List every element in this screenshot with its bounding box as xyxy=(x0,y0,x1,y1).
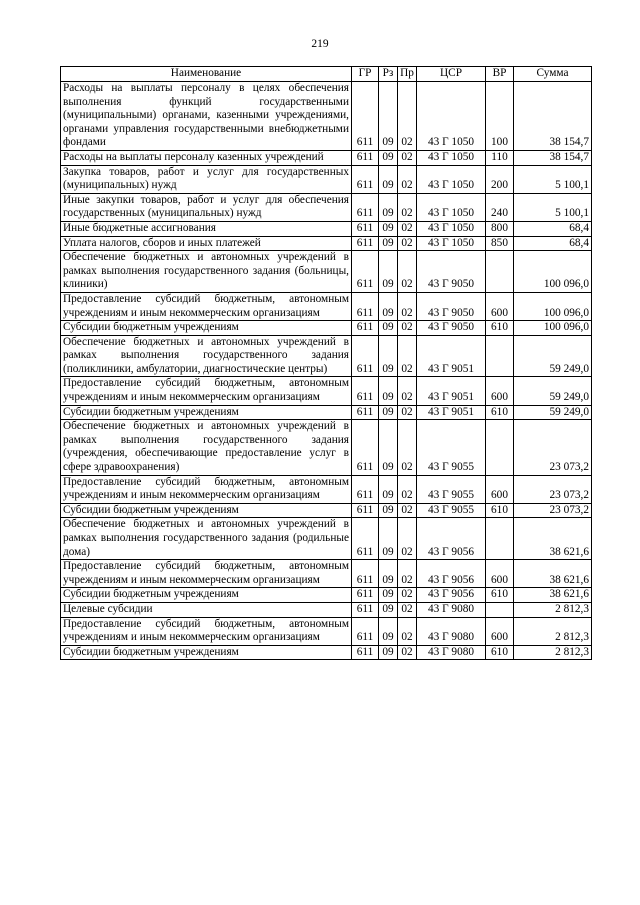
row-name: Иные бюджетные ассигнования xyxy=(61,221,352,236)
row-vr: 100 xyxy=(486,82,514,151)
row-csr: 43 Г 9080 xyxy=(417,645,486,660)
row-pr: 02 xyxy=(398,617,417,645)
row-gr: 611 xyxy=(352,588,379,603)
row-name: Предоставление субсидий бюджетным, автономным учреждениям и иным некоммерческим организациям xyxy=(61,560,352,588)
table-row xyxy=(61,617,592,645)
row-vr xyxy=(486,518,514,560)
table-row xyxy=(61,645,592,660)
row-vr: 110 xyxy=(486,150,514,165)
column-header-name: Наименование xyxy=(61,67,352,82)
row-sum: 100 096,0 xyxy=(514,292,592,320)
row-name: Расходы на выплаты персоналу казенных учреждений xyxy=(61,150,352,165)
row-vr: 600 xyxy=(486,560,514,588)
row-gr: 611 xyxy=(352,221,379,236)
row-name: Закупка товаров, работ и услуг для государственных (муниципальных) нужд xyxy=(61,165,352,193)
row-sum: 68,4 xyxy=(514,236,592,251)
row-sum: 23 073,2 xyxy=(514,420,592,475)
row-pr: 02 xyxy=(398,475,417,503)
row-pr: 02 xyxy=(398,420,417,475)
row-csr: 43 Г 1050 xyxy=(417,150,486,165)
row-rz: 09 xyxy=(379,335,398,377)
table-row xyxy=(61,503,592,518)
row-sum: 59 249,0 xyxy=(514,377,592,405)
row-sum: 38 154,7 xyxy=(514,82,592,151)
row-rz: 09 xyxy=(379,602,398,617)
row-gr: 611 xyxy=(352,420,379,475)
row-sum: 100 096,0 xyxy=(514,251,592,293)
row-gr: 611 xyxy=(352,377,379,405)
row-pr: 02 xyxy=(398,503,417,518)
row-rz: 09 xyxy=(379,503,398,518)
row-pr: 02 xyxy=(398,193,417,221)
table-row xyxy=(61,292,592,320)
row-vr: 850 xyxy=(486,236,514,251)
row-sum: 59 249,0 xyxy=(514,335,592,377)
column-header-rz: Рз xyxy=(379,67,398,82)
row-rz: 09 xyxy=(379,193,398,221)
row-sum: 2 812,3 xyxy=(514,602,592,617)
row-sum: 38 621,6 xyxy=(514,588,592,603)
row-csr: 43 Г 9055 xyxy=(417,503,486,518)
row-rz: 09 xyxy=(379,420,398,475)
row-sum: 5 100,1 xyxy=(514,193,592,221)
row-gr: 611 xyxy=(352,560,379,588)
row-csr: 43 Г 1050 xyxy=(417,236,486,251)
row-vr: 240 xyxy=(486,193,514,221)
row-gr: 611 xyxy=(352,292,379,320)
row-name: Предоставление субсидий бюджетным, автономным учреждениям и иным некоммерческим организациям xyxy=(61,617,352,645)
row-sum: 38 621,6 xyxy=(514,518,592,560)
row-pr: 02 xyxy=(398,335,417,377)
row-rz: 09 xyxy=(379,617,398,645)
row-csr: 43 Г 1050 xyxy=(417,221,486,236)
table-row xyxy=(61,405,592,420)
row-pr: 02 xyxy=(398,321,417,336)
row-gr: 611 xyxy=(352,405,379,420)
row-vr: 610 xyxy=(486,588,514,603)
row-gr: 611 xyxy=(352,150,379,165)
row-vr: 600 xyxy=(486,475,514,503)
row-name: Обеспечение бюджетных и автономных учреждений в рамках выполнения государственного задания (родильные дома) xyxy=(61,518,352,560)
row-vr: 610 xyxy=(486,503,514,518)
table-row xyxy=(61,518,592,560)
table-row xyxy=(61,221,592,236)
row-rz: 09 xyxy=(379,292,398,320)
row-csr: 43 Г 9050 xyxy=(417,292,486,320)
row-csr: 43 Г 9056 xyxy=(417,588,486,603)
row-rz: 09 xyxy=(379,251,398,293)
row-pr: 02 xyxy=(398,560,417,588)
row-vr xyxy=(486,335,514,377)
row-name: Обеспечение бюджетных и автономных учреждений в рамках выполнения государственного задания (учреждения, обеспечивающие предоставление услуг в сфере здравоохранения) xyxy=(61,420,352,475)
row-name: Обеспечение бюджетных и автономных учреждений в рамках выполнения государственного задания (поликлиники, амбулатории, диагностические центры) xyxy=(61,335,352,377)
row-csr: 43 Г 9055 xyxy=(417,475,486,503)
row-sum: 2 812,3 xyxy=(514,617,592,645)
row-rz: 09 xyxy=(379,165,398,193)
row-gr: 611 xyxy=(352,602,379,617)
row-vr xyxy=(486,251,514,293)
table-row xyxy=(61,193,592,221)
row-pr: 02 xyxy=(398,165,417,193)
row-rz: 09 xyxy=(379,377,398,405)
row-pr: 02 xyxy=(398,645,417,660)
column-header-vr: ВР xyxy=(486,67,514,82)
row-sum: 23 073,2 xyxy=(514,475,592,503)
row-rz: 09 xyxy=(379,236,398,251)
row-sum: 5 100,1 xyxy=(514,165,592,193)
column-header-gr: ГР xyxy=(352,67,379,82)
row-gr: 611 xyxy=(352,475,379,503)
row-gr: 611 xyxy=(352,645,379,660)
row-csr: 43 Г 9080 xyxy=(417,617,486,645)
row-name: Целевые субсидии xyxy=(61,602,352,617)
row-rz: 09 xyxy=(379,405,398,420)
table-header xyxy=(61,67,592,82)
row-rz: 09 xyxy=(379,475,398,503)
row-gr: 611 xyxy=(352,321,379,336)
column-header-sum: Сумма xyxy=(514,67,592,82)
row-sum: 68,4 xyxy=(514,221,592,236)
table-row xyxy=(61,82,592,151)
row-vr: 600 xyxy=(486,617,514,645)
budget-table xyxy=(60,66,592,660)
row-rz: 09 xyxy=(379,518,398,560)
table-row xyxy=(61,335,592,377)
row-rz: 09 xyxy=(379,560,398,588)
table-row xyxy=(61,165,592,193)
row-gr: 611 xyxy=(352,503,379,518)
row-csr: 43 Г 9051 xyxy=(417,405,486,420)
row-vr: 600 xyxy=(486,377,514,405)
row-sum: 38 621,6 xyxy=(514,560,592,588)
row-gr: 611 xyxy=(352,617,379,645)
table-row xyxy=(61,475,592,503)
row-name: Предоставление субсидий бюджетным, автономным учреждениям и иным некоммерческим организациям xyxy=(61,292,352,320)
table-row xyxy=(61,321,592,336)
row-sum: 2 812,3 xyxy=(514,645,592,660)
row-rz: 09 xyxy=(379,321,398,336)
column-header-pr: Пр xyxy=(398,67,417,82)
row-gr: 611 xyxy=(352,236,379,251)
table-row xyxy=(61,602,592,617)
row-vr xyxy=(486,602,514,617)
row-vr: 610 xyxy=(486,321,514,336)
row-sum: 59 249,0 xyxy=(514,405,592,420)
row-csr: 43 Г 1050 xyxy=(417,82,486,151)
row-pr: 02 xyxy=(398,221,417,236)
row-gr: 611 xyxy=(352,193,379,221)
row-gr: 611 xyxy=(352,335,379,377)
row-gr: 611 xyxy=(352,251,379,293)
table-row xyxy=(61,420,592,475)
row-sum: 38 154,7 xyxy=(514,150,592,165)
row-pr: 02 xyxy=(398,292,417,320)
row-vr xyxy=(486,420,514,475)
row-gr: 611 xyxy=(352,518,379,560)
row-vr: 200 xyxy=(486,165,514,193)
row-name: Субсидии бюджетным учреждениям xyxy=(61,503,352,518)
table-row xyxy=(61,588,592,603)
row-csr: 43 Г 9051 xyxy=(417,335,486,377)
table-row xyxy=(61,150,592,165)
row-csr: 43 Г 9050 xyxy=(417,251,486,293)
row-name: Уплата налогов, сборов и иных платежей xyxy=(61,236,352,251)
table-body xyxy=(61,82,592,660)
row-csr: 43 Г 9050 xyxy=(417,321,486,336)
row-pr: 02 xyxy=(398,405,417,420)
row-vr: 610 xyxy=(486,645,514,660)
row-csr: 43 Г 9056 xyxy=(417,518,486,560)
row-pr: 02 xyxy=(398,251,417,293)
table-row xyxy=(61,236,592,251)
row-name: Субсидии бюджетным учреждениям xyxy=(61,405,352,420)
row-name: Субсидии бюджетным учреждениям xyxy=(61,588,352,603)
row-gr: 611 xyxy=(352,165,379,193)
row-rz: 09 xyxy=(379,221,398,236)
row-csr: 43 Г 9051 xyxy=(417,377,486,405)
row-rz: 09 xyxy=(379,150,398,165)
row-csr: 43 Г 9080 xyxy=(417,602,486,617)
row-name: Субсидии бюджетным учреждениям xyxy=(61,321,352,336)
row-sum: 100 096,0 xyxy=(514,321,592,336)
table-row xyxy=(61,377,592,405)
row-name: Субсидии бюджетным учреждениям xyxy=(61,645,352,660)
row-pr: 02 xyxy=(398,150,417,165)
row-pr: 02 xyxy=(398,602,417,617)
row-name: Расходы на выплаты персоналу в целях обеспечения выполнения функций государственными (муниципальными) органами, казенными учреждениями, органами управления государственными внебюджетными фондами xyxy=(61,82,352,151)
row-rz: 09 xyxy=(379,588,398,603)
row-pr: 02 xyxy=(398,82,417,151)
row-csr: 43 Г 9055 xyxy=(417,420,486,475)
row-gr: 611 xyxy=(352,82,379,151)
column-header-csr: ЦСР xyxy=(417,67,486,82)
row-name: Предоставление субсидий бюджетным, автономным учреждениям и иным некоммерческим организациям xyxy=(61,377,352,405)
row-csr: 43 Г 1050 xyxy=(417,193,486,221)
row-pr: 02 xyxy=(398,588,417,603)
row-vr: 600 xyxy=(486,292,514,320)
row-pr: 02 xyxy=(398,236,417,251)
row-vr: 610 xyxy=(486,405,514,420)
row-vr: 800 xyxy=(486,221,514,236)
row-csr: 43 Г 1050 xyxy=(417,165,486,193)
row-rz: 09 xyxy=(379,82,398,151)
table-row xyxy=(61,251,592,293)
row-pr: 02 xyxy=(398,377,417,405)
row-csr: 43 Г 9056 xyxy=(417,560,486,588)
row-rz: 09 xyxy=(379,645,398,660)
page-number: 219 xyxy=(311,38,329,50)
row-name: Иные закупки товаров, работ и услуг для обеспечения государственных (муниципальных) нужд xyxy=(61,193,352,221)
row-sum: 23 073,2 xyxy=(514,503,592,518)
row-name: Обеспечение бюджетных и автономных учреждений в рамках выполнения государственного задания (больницы, клиники) xyxy=(61,251,352,293)
row-name: Предоставление субсидий бюджетным, автономным учреждениям и иным некоммерческим организациям xyxy=(61,475,352,503)
row-pr: 02 xyxy=(398,518,417,560)
table-row xyxy=(61,560,592,588)
